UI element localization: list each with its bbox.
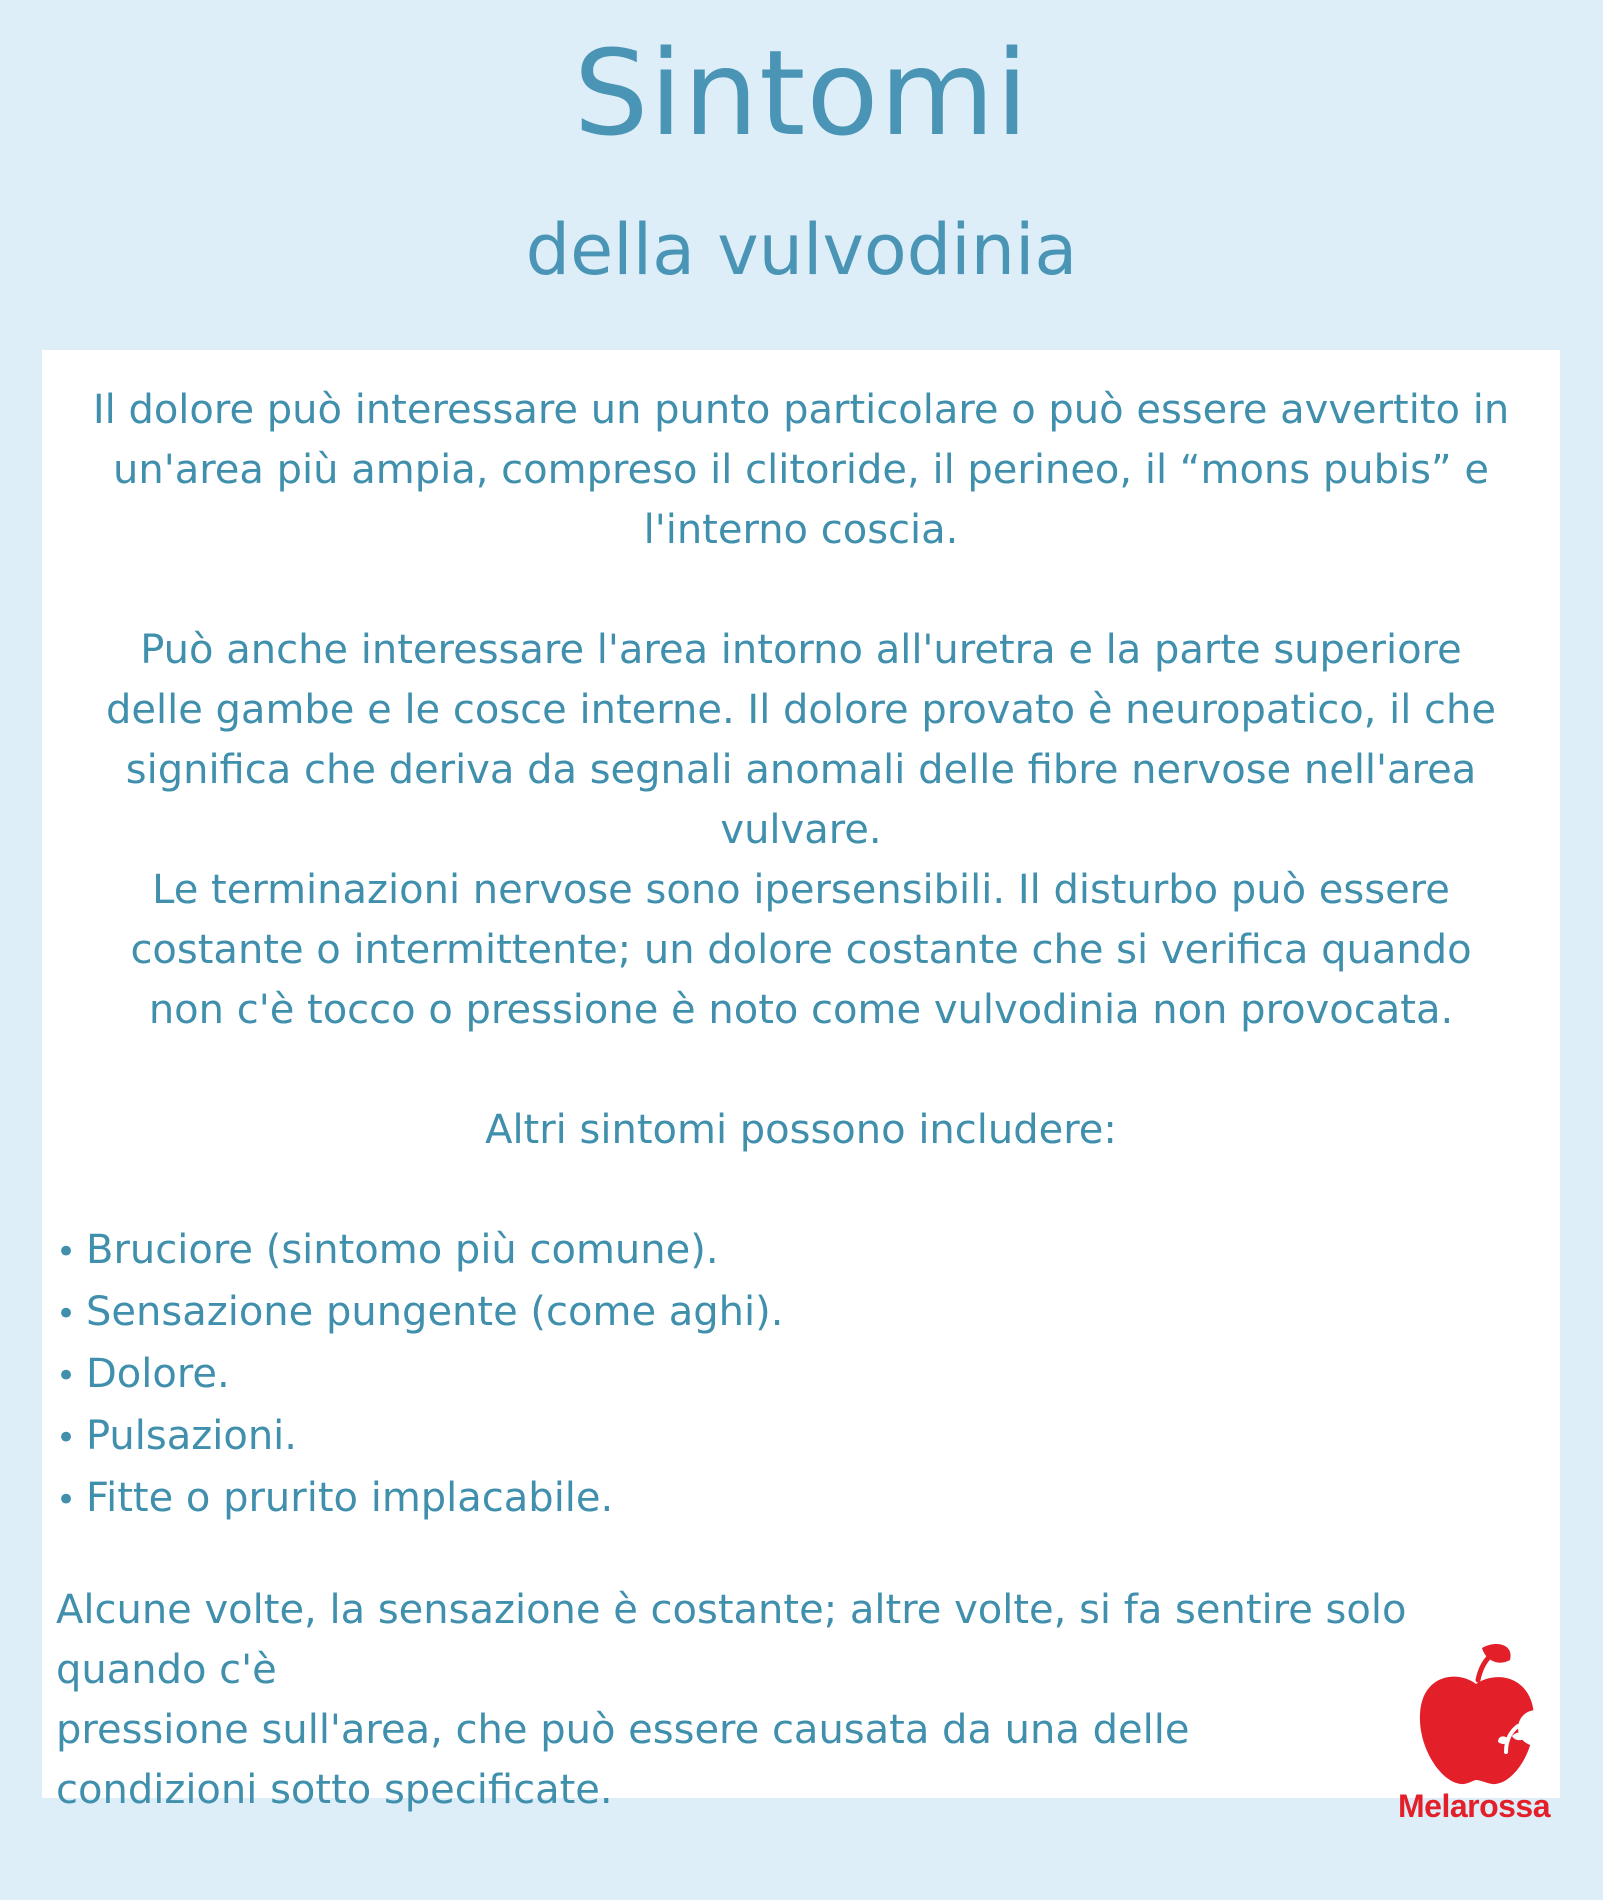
bullet-icon: •	[56, 1294, 77, 1334]
paragraph-1: Il dolore può interessare un punto particolare o può essere avvertito in un'area più ampia, compreso il clitoride, il perineo, il “mons pubis” e l'interno coscia.	[92, 387, 1510, 553]
list-item	[56, 1406, 783, 1468]
symptoms-list	[56, 1220, 783, 1530]
list-item-text: Fitte o prurito implacabile.	[86, 1475, 614, 1521]
apple-icon	[1414, 1640, 1539, 1788]
page-title: Sintomi	[573, 24, 1030, 162]
list-item	[56, 1220, 783, 1282]
paragraph-3: Le terminazioni nervose sono ipersensibili. Il disturbo può essere costante o intermittente; un dolore costante che si verifica quando non c'è tocco o pressione è noto come vulvodinia non provocata.	[130, 867, 1472, 1033]
closing-line-2: pressione sull'area, che può essere causata da una delle	[56, 1707, 1190, 1753]
paragraph-2: Può anche interessare l'area intorno all'uretra e la parte superiore delle gambe e le cosce interne. Il dolore provato è neuropatico, il che significa che deriva da segnali anomali delle fibre nervose nell'area vulvare.	[105, 627, 1497, 853]
list-item-text: Sensazione pungente (come aghi).	[86, 1289, 784, 1335]
closing-paragraph	[56, 1580, 1556, 1820]
bullet-icon: •	[56, 1356, 77, 1396]
list-item	[56, 1282, 783, 1344]
list-item-text: Bruciore (sintomo più comune).	[86, 1227, 719, 1273]
closing-line-1: Alcune volte, la sensazione è costante; altre volte, si fa sentire solo quando c'è	[56, 1587, 1407, 1693]
bullet-icon: •	[56, 1480, 77, 1520]
page-subtitle: della vulvodinia	[525, 209, 1078, 291]
list-item	[56, 1468, 783, 1530]
bullet-icon: •	[56, 1418, 77, 1458]
list-item-text: Dolore.	[86, 1351, 230, 1397]
bullet-icon: •	[56, 1232, 77, 1272]
symptoms-intro: Altri sintomi possono includere:	[485, 1107, 1117, 1153]
list-item	[56, 1344, 783, 1406]
list-item-text: Pulsazioni.	[86, 1413, 297, 1459]
brand-logo	[1374, 1640, 1574, 1824]
brand-name: Melarossa	[1397, 1788, 1551, 1824]
closing-line-3: condizioni sotto specificate.	[56, 1767, 613, 1813]
